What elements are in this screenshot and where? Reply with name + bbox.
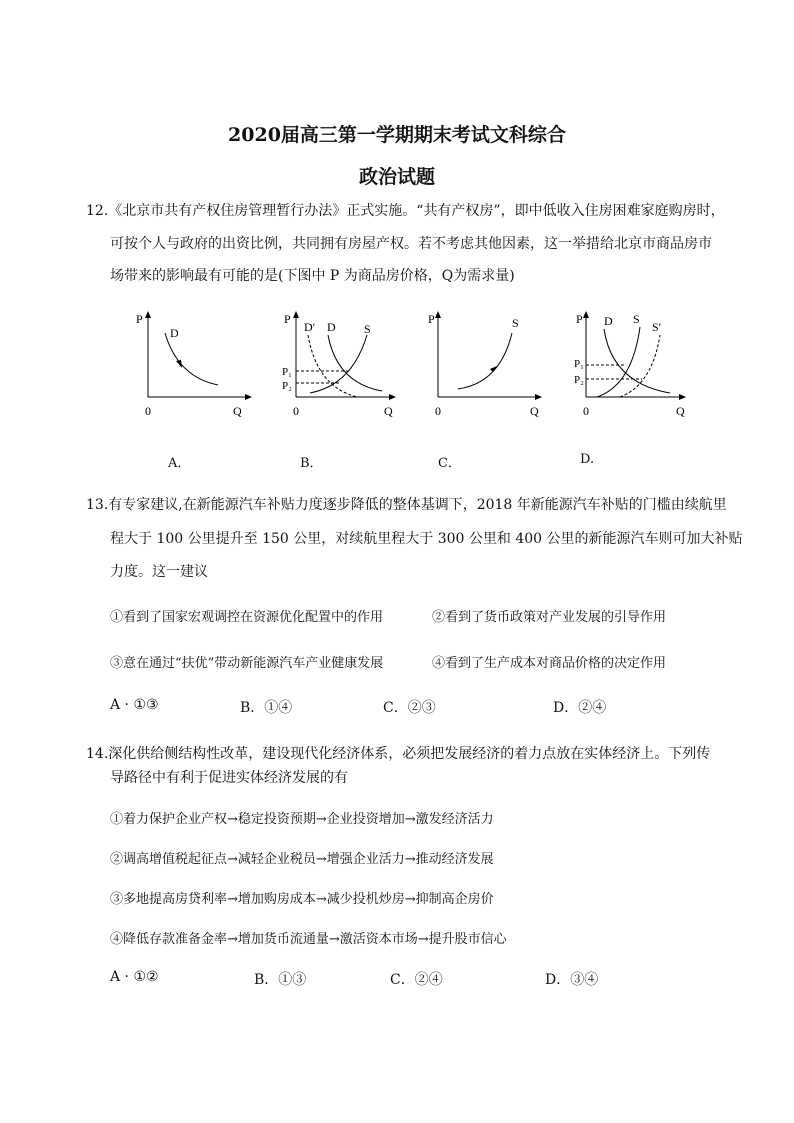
q14-answer-c[interactable]: C．②④ xyxy=(390,972,443,988)
graph-a-y-arrow xyxy=(145,311,151,318)
q14-line-1: 14.深化供给侧结构性改革，建设现代化经济体系，必须把发展经济的着力点放在实体经济上。下列传 xyxy=(86,746,711,762)
graph-d-x-arrow xyxy=(679,394,686,400)
graph-a-demand-curve xyxy=(165,333,218,385)
graph-c-x-arrow xyxy=(535,394,542,400)
graph-b-x-arrow xyxy=(389,394,396,400)
q14-statement-2: ②调高增值税起征点→减轻企业税员→增强企业活力→推动经济发展 xyxy=(110,852,494,867)
q13-statement-3: ③意在通过“扶优”带动新能源汽车产业健康发展 xyxy=(110,656,384,671)
graph-a-p-label: P xyxy=(136,312,143,326)
q14-statement-1: ①着力保护企业产权→稳定投资预期→企业投资增加→激发经济活力 xyxy=(110,812,494,827)
graph-b xyxy=(272,305,407,425)
q12-option-a[interactable]: A． xyxy=(168,456,191,471)
q13-statement-2: ②看到了货币政策对产业发展的引导作用 xyxy=(432,610,667,625)
graph-c-s-label: S xyxy=(512,316,519,330)
q14-line-2: 导路径中有利于促进实体经济发展的有 xyxy=(110,770,348,786)
graph-c-y-arrow xyxy=(435,311,441,318)
q13-answer-c[interactable]: C．②③ xyxy=(383,700,436,716)
graph-b-origin-label: 0 xyxy=(293,404,299,418)
q14-answer-a[interactable]: A · ①② xyxy=(110,969,159,985)
page-subtitle: 政治试题 xyxy=(358,166,435,188)
q12-option-b[interactable]: B． xyxy=(300,456,323,471)
page-title: 2020届高三第一学期期末考试文科综合 xyxy=(228,124,566,146)
graph-d-p-label: P xyxy=(576,312,583,326)
graph-c xyxy=(420,305,550,425)
graph-d-d-curve xyxy=(604,329,670,393)
graph-d-d-label: D xyxy=(604,314,613,328)
q13-line-3: 力度。这一建议 xyxy=(110,564,208,580)
graph-d-p1-label: P₁ xyxy=(574,358,584,370)
graph-d-q-label: Q xyxy=(676,404,685,418)
graph-d-p2-label: P₂ xyxy=(574,374,584,386)
q14-answer-b[interactable]: B．①③ xyxy=(254,972,307,988)
graph-b-d-prime-curve xyxy=(308,335,357,397)
graph-c-p-label: P xyxy=(428,312,435,326)
graph-a-direction-arrow xyxy=(176,360,182,368)
q13-answer-d[interactable]: D．②④ xyxy=(553,700,607,716)
graph-c-supply-curve xyxy=(458,333,512,389)
graph-d-y-arrow xyxy=(583,311,589,318)
graph-c-direction-arrow xyxy=(490,366,497,372)
graph-b-p-label: P xyxy=(284,312,291,326)
graph-c-q-label: Q xyxy=(530,404,539,418)
q14-statement-4: ④降低存款准备金率→增加货币流通量→激活资本市场→提升股市信心 xyxy=(110,932,507,947)
graph-d-s-prime-label: S′ xyxy=(652,320,662,334)
q12-line-3: 场带来的影响最有可能的是(下图中 P 为商品房价格，Q为需求量) xyxy=(110,268,515,284)
graph-d xyxy=(562,305,697,425)
graph-c-origin-label: 0 xyxy=(435,404,441,418)
graph-b-d-label: D xyxy=(327,320,336,334)
graph-b-s-label: S xyxy=(364,322,371,336)
q12-line-1: 12.《北京市共有产权住房管理暂行办法》正式实施。“共有产权房”，即中低收入住房困难家庭购房时， xyxy=(86,203,725,219)
q13-answer-b[interactable]: B．①④ xyxy=(240,700,293,716)
graph-d-s-label: S xyxy=(633,312,640,326)
q12-line-2: 可按个人与政府的出资比例，共同拥有房屋产权。若不考虑其他因素，这一举措给北京市商品房市 xyxy=(110,236,712,252)
graph-d-s-prime-curve xyxy=(620,335,660,397)
graph-b-y-arrow xyxy=(293,311,299,318)
q13-line-1: 13.有专家建议,在新能源汽车补贴力度逐步降低的整体基调下，2018 年新能源汽车补贴的门槛由续航里 xyxy=(86,497,727,513)
q12-option-c[interactable]: C． xyxy=(438,456,461,471)
q12-option-d[interactable]: D. xyxy=(580,452,595,467)
q14-statement-3: ③多地提高房贷利率→增加购房成本→减少投机炒房→抑制高企房价 xyxy=(110,892,494,907)
q13-statement-1: ①看到了国家宏观调控在资源优化配置中的作用 xyxy=(110,610,384,625)
graph-a-d-label: D xyxy=(170,326,179,340)
q14-answer-d[interactable]: D．③④ xyxy=(545,972,599,988)
graph-b-p2-label: P₂ xyxy=(282,380,292,392)
graph-b-p1-label: P₁ xyxy=(282,366,292,378)
graph-a xyxy=(130,305,260,425)
graph-a-x-arrow xyxy=(245,394,252,400)
graph-a-q-label: Q xyxy=(233,404,242,418)
q13-statement-4: ④看到了生产成本对商品价格的决定作用 xyxy=(432,656,667,671)
q13-answer-a[interactable]: A · ①③ xyxy=(110,697,159,713)
graph-b-q-label: Q xyxy=(384,404,393,418)
q13-line-2: 程大于 100 公里提升至 150 公里，对续航里程大于 300 公里和 400 公里的新能源汽车则可加大补贴 xyxy=(110,531,743,547)
graph-a-origin-label: 0 xyxy=(145,404,151,418)
graph-d-origin-label: 0 xyxy=(583,404,589,418)
graph-b-d-prime-label: D′ xyxy=(304,320,316,334)
graph-d-s-curve xyxy=(597,327,640,397)
